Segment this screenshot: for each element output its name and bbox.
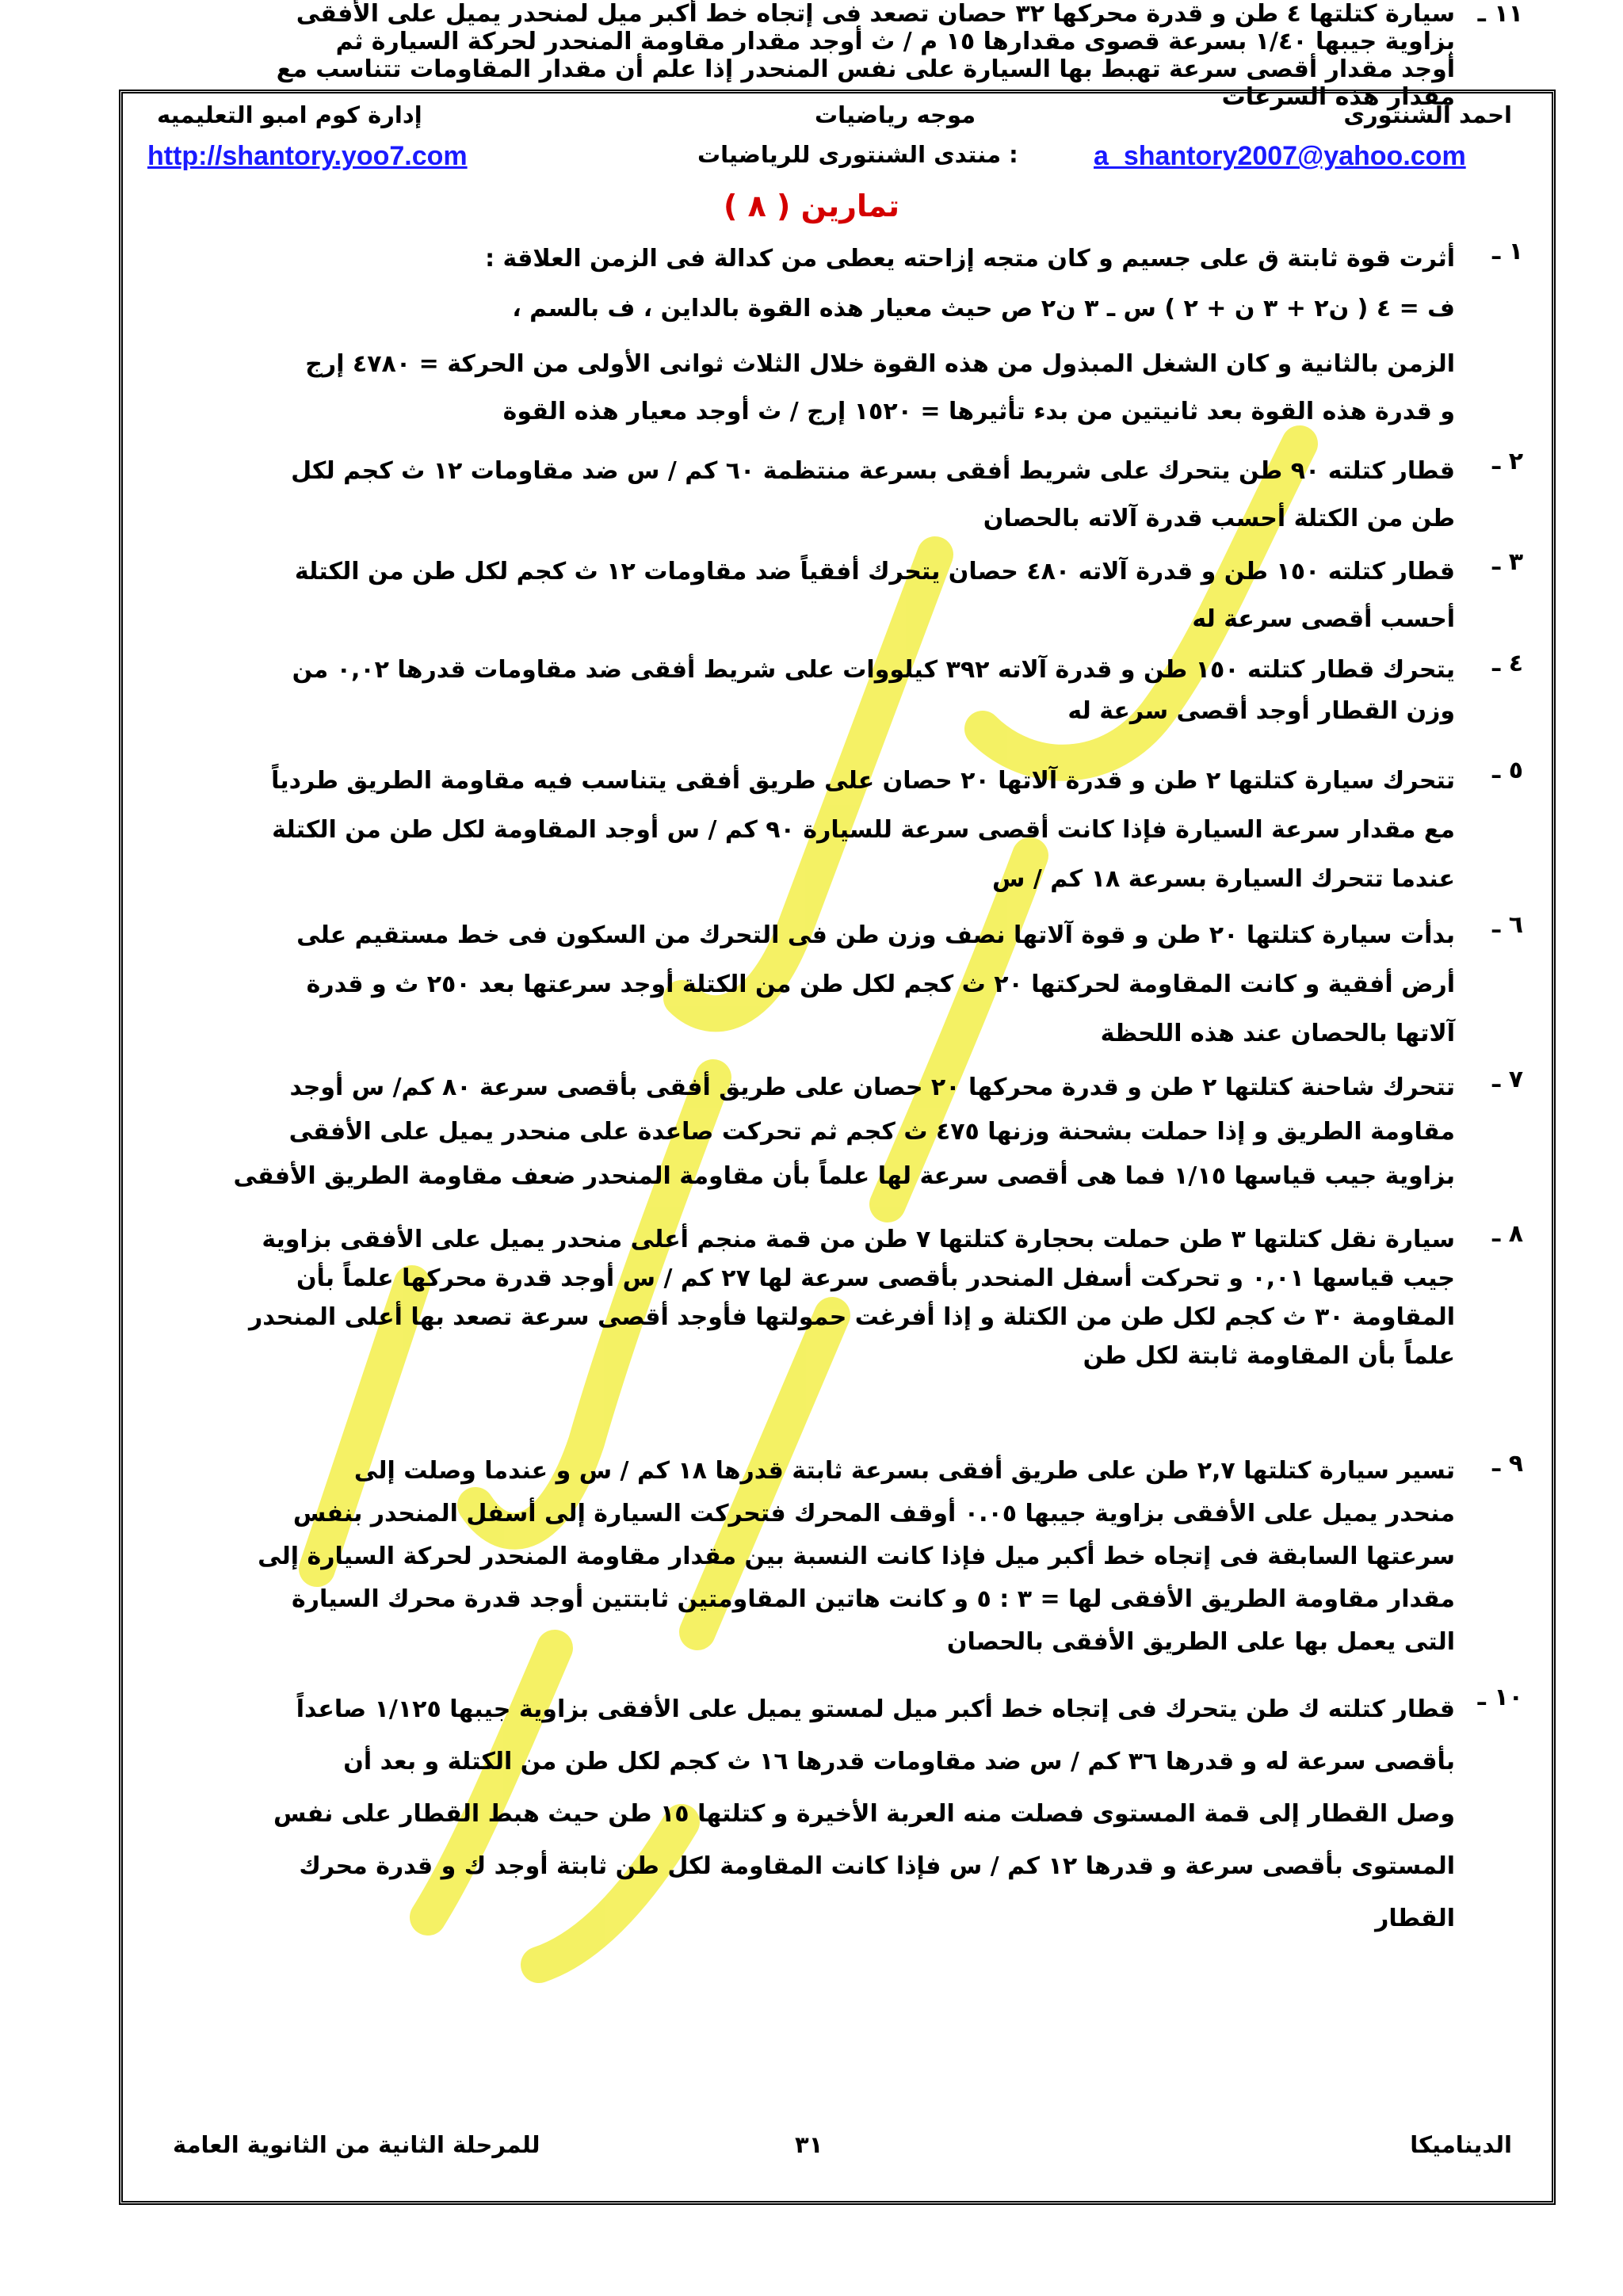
footer-grade: للمرحلة الثانية من الثانوية العامة: [173, 2131, 540, 2158]
exercise-line: الزمن بالثانية و كان الشغل المبذول من هذه القوة خلال الثلاث ثوانى الأولى من الحركة = ٤٧٨٠ إرج: [305, 350, 1455, 378]
exercise-item: [108, 548, 1523, 643]
exercise-line: المقاومة ٣٠ ث كجم لكل طن من الكتلة و إذا أفرغت حمولتها فأوجد أقصى سرعة تصعد بها أعلى المنحدر: [249, 1303, 1455, 1331]
exercise-item: [108, 1450, 1523, 1664]
website-link[interactable]: http://shantory.yoo7.com: [147, 141, 468, 171]
exercise-number: ١٠ ـ: [1477, 1684, 1523, 1711]
exercise-line: سرعتها السابقة فى إتجاه خط أكبر ميل فإذا كانت النسبة بين مقدار مقاومة المنحدر لحركة السيارة إلى: [258, 1543, 1455, 1570]
author-name: احمد الشنتورى: [1343, 101, 1512, 128]
exercise-line: سيارة نقل كتلتها ٣ طن حملت بحجارة كتلتها ٧ طن من قمة منجم أعلى منحدر يميل على الأفقى بزاوية: [262, 1226, 1455, 1253]
exercise-line: مقدار مقاومة الطريق الأفقى لها = ٣ : ٥ و كانت هاتين المقاومتين ثابتتين أوجد قدرة محرك السيارة: [292, 1585, 1455, 1613]
exercise-line: وصل القطار إلى قمة المستوى فصلت منه العربة الأخيرة و كتلتها ١٥ طن حيث هبط القطار على نفس: [273, 1800, 1455, 1828]
exercise-line: علماً بأن المقاومة ثابتة لكل طن: [1083, 1342, 1455, 1370]
exercise-item: [108, 650, 1523, 732]
exercise-line: التى يعمل بها على الطريق الأفقى بالحصان: [946, 1628, 1455, 1656]
exercise-number: ١ ـ: [1491, 238, 1523, 265]
exercise-number: ٨ ـ: [1491, 1220, 1523, 1248]
forum-label: منتدى الشنتورى للرياضيات :: [697, 141, 1018, 168]
exercise-line: مقاومة الطريق و إذا حملت بشحنة وزنها ٤٧٥ ث كجم ثم تحركت صاعدة على منحدر يميل على الأفقى: [288, 1118, 1455, 1146]
exercise-line: وزن القطار أوجد أقصى سرعة له: [1067, 697, 1455, 725]
exercise-line: يتحرك قطار كتلته ١٥٠ طن و قدرة آلاته ٣٩٢ كيلووات على شريط أفقى ضد مقاومات قدرها ٠,٠٢ من: [292, 656, 1455, 684]
exercise-line: بأقصى سرعة له و قدرها ٣٦ كم / س ضد مقاومات قدرها ١٦ ث كجم لكل طن من الكتلة و بعد أن: [343, 1748, 1455, 1775]
exercise-line: قطار كتلته ٩٠ طن يتحرك على شريط أفقى بسرعة منتظمة ٦٠ كم / س ضد مقاومات ١٢ ث كجم لكل: [291, 457, 1455, 485]
exercise-line: مقدار هذه السرعات: [1221, 83, 1455, 111]
exercise-number: ٢ ـ: [1491, 448, 1523, 475]
exercise-line: تتحرك سيارة كتلتها ٢ طن و قدرة آلاتها ٢٠ حصان على طريق أفقى يتناسب فيه مقاومة الطريق طردياً: [271, 767, 1455, 795]
exercise-line: سيارة كتلتها ٤ طن و قدرة محركها ٣٢ حصان تصعد فى إتجاه خط أكبر ميل لمنحدر يميل على الأفقى: [296, 0, 1455, 28]
exercise-number: ٥ ـ: [1491, 757, 1523, 784]
exercise-line: أثرت قوة ثابتة ق على جسيم و كان متجه إزاحته يعطى من كدالة فى الزمن العلاقة :: [485, 245, 1455, 273]
page-number: ٣١: [795, 2131, 823, 2158]
exercise-item: [108, 757, 1523, 904]
exercise-line: مع مقدار سرعة السيارة فإذا كانت أقصى سرعة للسيارة ٩٠ كم / س أوجد المقاومة لكل طن من الكتلة: [272, 816, 1455, 844]
exercise-line: جيب قياسها ٠,٠١ و تحركت أسفل المنحدر بأقصى سرعة لها ٢٧ كم / س أوجد قدرة محركها علماً بأن: [296, 1264, 1455, 1292]
page-title: تمارين ( ٨ ): [724, 189, 899, 223]
role-label: موجه رياضيات: [815, 101, 976, 128]
exercise-number: ٩ ـ: [1491, 1450, 1523, 1478]
exercise-item: [108, 448, 1523, 543]
footer-subject: الديناميكا: [1410, 2131, 1512, 2158]
exercise-line: أحسب أقصى سرعة له: [1192, 605, 1455, 633]
exercise-number: ٧ ـ: [1491, 1066, 1523, 1093]
exercise-line: عندما تتحرك السيارة بسرعة ١٨ كم / س: [992, 865, 1455, 893]
exercise-item: [108, 341, 1455, 436]
exercise-item: [108, 0, 1523, 111]
exercise-item: [108, 238, 1523, 280]
exercise-number: ٤ ـ: [1491, 650, 1523, 677]
exercise-line: تتحرك شاحنة كتلتها ٢ طن و قدرة محركها ٢٠ حصان على طريق أفقى بأقصى سرعة ٨٠ كم/ س أوجد: [289, 1074, 1455, 1101]
exercise-number: ٦ ـ: [1491, 911, 1523, 939]
exercise-number: ١١ ـ: [1477, 0, 1523, 28]
exercise-line: قطار كتلته ١٥٠ طن و قدرة آلاته ٤٨٠ حصان يتحرك أفقياً ضد مقاومات ١٢ ث كجم لكل طن من الكتلة: [294, 558, 1455, 585]
exercise-line: بزاوية جيب قياسها ١/١٥ فما هى أقصى سرعة لها علماً بأن مقاومة المنحدر ضعف مقاومة الطريق الأفقى: [233, 1162, 1455, 1190]
email-link[interactable]: a_shantory2007@yahoo.com: [1094, 141, 1466, 171]
exercise-line: أوجد مقدار أقصى سرعة تهبط بها السيارة على نفس المنحدر إذا علم أن مقدار المقاومات تتناسب مع: [276, 55, 1455, 83]
exercise-line: بزاوية جيبها ١/٤٠ بسرعة قصوى مقدارها ١٥ م / ث أوجد مقدار مقاومة المنحدر لحركة السيارة ثم: [335, 28, 1455, 55]
administration-label: إدارة كوم امبو التعليميه: [157, 101, 422, 128]
exercise-line: تسير سيارة كتلتها ٢,٧ طن على طريق أفقى بسرعة ثابتة قدرها ١٨ كم / س و عندما وصلت إلى: [353, 1457, 1455, 1485]
exercise-line: قطار كتلته ك طن يتحرك فى إتجاه خط أكبر ميل لمستو يميل على الأفقى بزاوية جيبها ١/١٢٥ صاعداً: [296, 1695, 1455, 1723]
exercise-line: القطار: [1375, 1905, 1455, 1932]
exercise-line: طن من الكتلة أحسب قدرة آلاته بالحصان: [983, 505, 1455, 532]
exercise-line: و قدرة هذه القوة بعد ثانيتين من بدء تأثيرها = ١٥٢٠ إرج / ث أوجد معيار هذه القوة: [502, 398, 1455, 425]
exercise-line: منحدر يميل على الأفقى بزاوية جيبها ٠.٠٥ أوقف المحرك فتحركت السيارة إلى أسفل المنحدر بنفس: [292, 1500, 1455, 1527]
exercise-line: المستوى بأقصى سرعة و قدرها ١٢ كم / س فإذا كانت المقاومة لكل طن ثابتة أوجد ك و قدرة محرك: [299, 1852, 1455, 1880]
exercise-item: [108, 1684, 1523, 1945]
displacement-formula: ف = ٤ ( ن٢ + ٣ ن + ٢ ) س ـ ٣ ن٢ ص حيث معيار هذه القوة بالداين ، ف بالسم ،: [512, 295, 1455, 322]
exercise-number: ٣ ـ: [1491, 548, 1523, 576]
exercise-line: آلاتها بالحصان عند هذه اللحظة: [1100, 1020, 1455, 1047]
exercise-item: [108, 911, 1523, 1058]
exercise-line: بدأت سيارة كتلتها ٢٠ طن و قوة آلاتها نصف وزن طن فى التحرك من السكون فى خط مستقيم على: [296, 921, 1455, 949]
exercise-item: [108, 1220, 1523, 1375]
exercise-item: [108, 1066, 1523, 1199]
exercise-line: أرض أفقية و كانت المقاومة لحركتها ٢٠ ث كجم لكل طن من الكتلة أوجد سرعتها بعد ٢٥٠ ث و قدرة: [306, 971, 1455, 998]
